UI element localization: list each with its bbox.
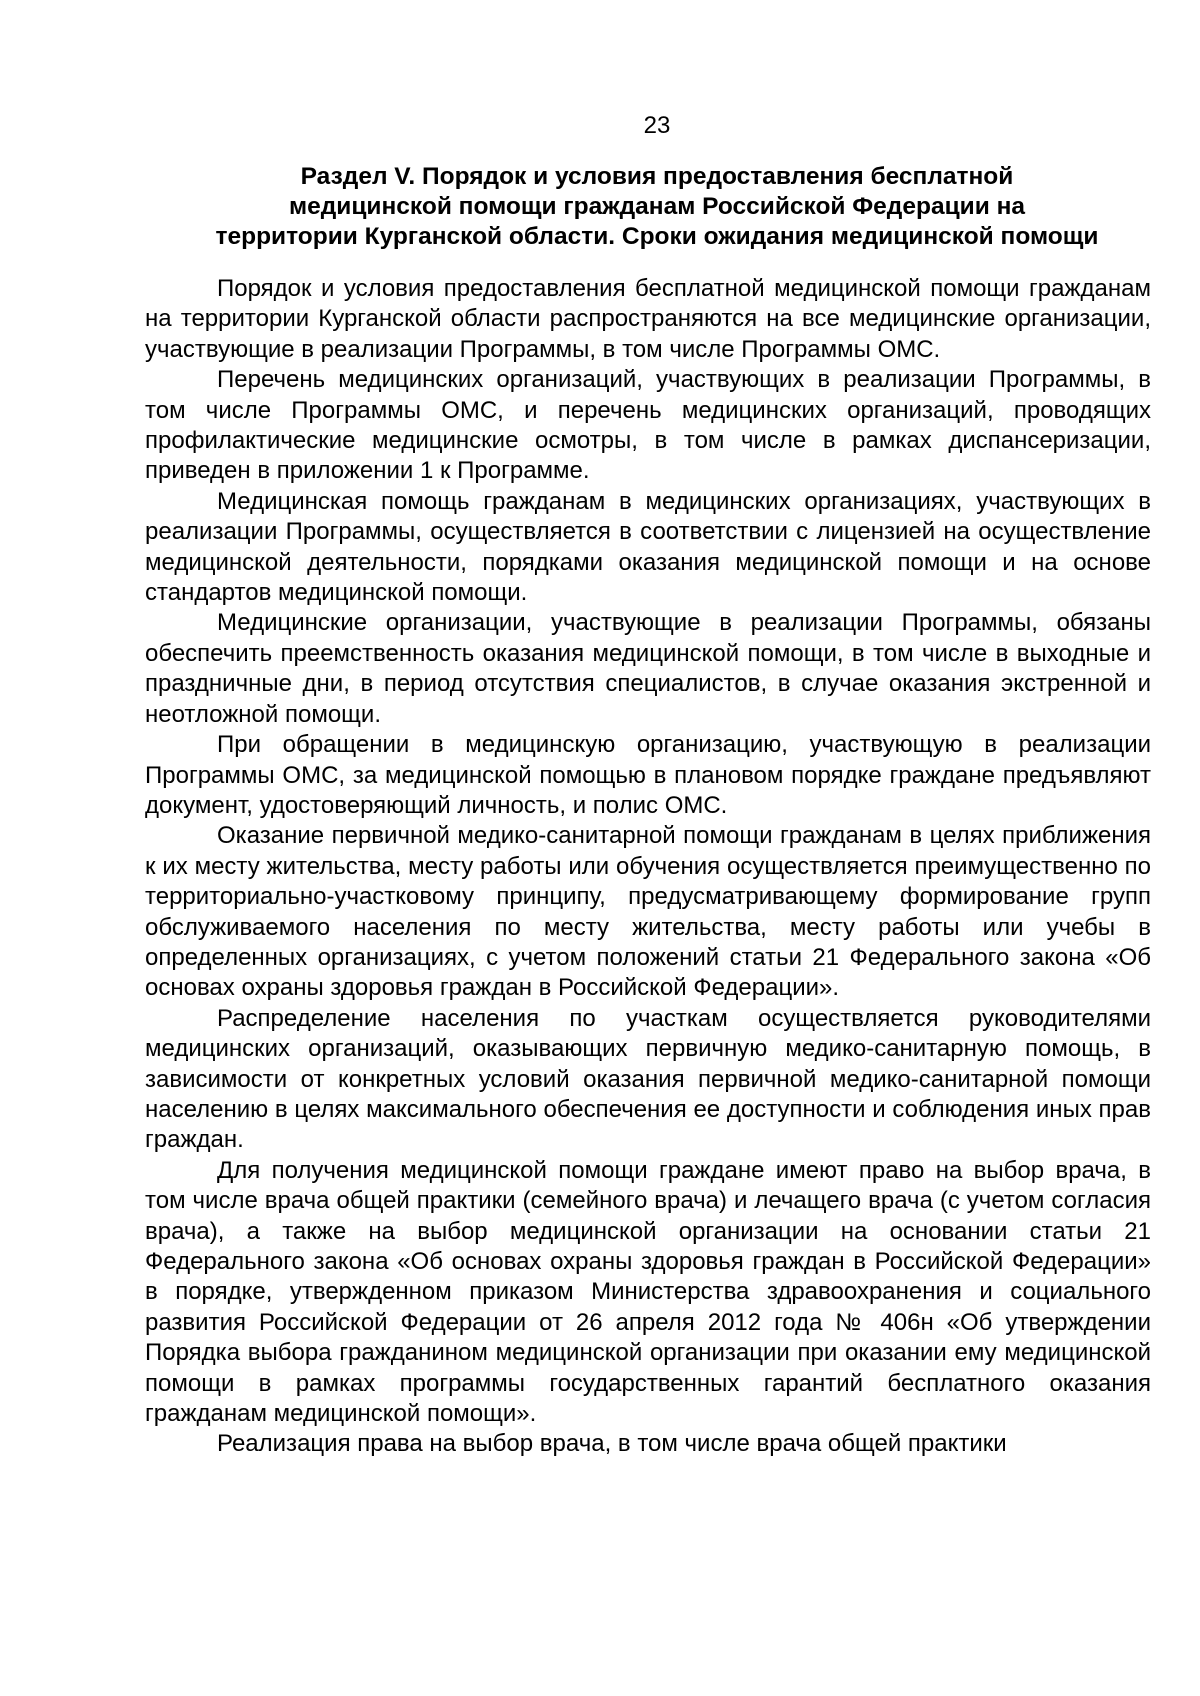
paragraph: Медицинские организации, участвующие в реализации Программы, обязаны обеспечить преемственность оказания медицинской помощи, в том числе в выходные и праздничные дни, в период отсутствия специалистов, в случае оказания экстренной и неотложной помощи. (145, 609, 1151, 728)
section-title-line: Раздел V. Порядок и условия предоставления бесплатной (300, 163, 1014, 190)
section-title (145, 162, 1151, 252)
page-number: 23 (643, 112, 671, 139)
paragraph: Реализация права на выбор врача, в том числе врача общей практики (217, 1430, 1007, 1458)
document-page (145, 112, 1151, 1460)
paragraph: Для получения медицинской помощи граждане имеют право на выбор врача, в том числе врача общей практики (семейного врача) и лечащего врача (с учетом согласия врача), а также на выбор медицинской организации на основании статьи 21 Федерального закона «Об основах охраны здоровья граждан в Российской Федерации» в порядке, утвержденном приказом Министерства здравоохранения и социального развития Российской Федерации от 26 апреля 2012 года № 406н «Об утверждении Порядка выбора гражданином медицинской организации при оказании ему медицинской помощи в рамках программы государственных гарантий бесплатного оказания гражданам медицинской помощи». (145, 1156, 1151, 1428)
paragraph: Оказание первичной медико-санитарной помощи гражданам в целях приближения к их месту жительства, месту работы или обучения осуществляется преимущественно по территориально-участковому принципу, предусматривающему формирование групп обслуживаемого населения по месту жительства, месту работы или учебы в определенных организациях, с учетом положений статьи 21 Федерального закона «Об основах охраны здоровья граждан в Российской Федерации». (145, 822, 1151, 1002)
paragraph: Распределение населения по участкам осуществляется руководителями медицинских организаций, оказывающих первичную медико-санитарную помощь, в зависимости от конкретных условий оказания первичной медико-санитарной помощи населению в целях максимального обеспечения ее доступности и соблюдения иных прав граждан. (145, 1004, 1151, 1154)
section-title-line: территории Курганской области. Сроки ожидания медицинской помощи (215, 223, 1099, 250)
paragraph: Перечень медицинских организаций, участвующих в реализации Программы, в том числе Программы ОМС, и перечень медицинских организаций, проводящих профилактические медицинские осмотры, в том числе в рамках диспансеризации, приведен в приложении 1 к Программе. (145, 366, 1151, 485)
paragraph: Порядок и условия предоставления бесплатной медицинской помощи гражданам на территории Курганской области распространяются на все медицинские организации, участвующие в реализации Программы, в том числе Программы ОМС. (145, 275, 1151, 363)
paragraph: При обращении в медицинскую организацию, участвующую в реализации Программы ОМС, за медицинской помощью в плановом порядке граждане предъявляют документ, удостоверяющий личность, и полис ОМС. (145, 731, 1151, 819)
paragraph: Медицинская помощь гражданам в медицинских организациях, участвующих в реализации Программы, осуществляется в соответствии с лицензией на осуществление медицинской деятельности, порядками оказания медицинской помощи и на основе стандартов медицинской помощи. (145, 487, 1151, 607)
section-title-line: медицинской помощи гражданам Российской Федерации на (289, 193, 1025, 220)
document-body (145, 274, 1151, 1460)
